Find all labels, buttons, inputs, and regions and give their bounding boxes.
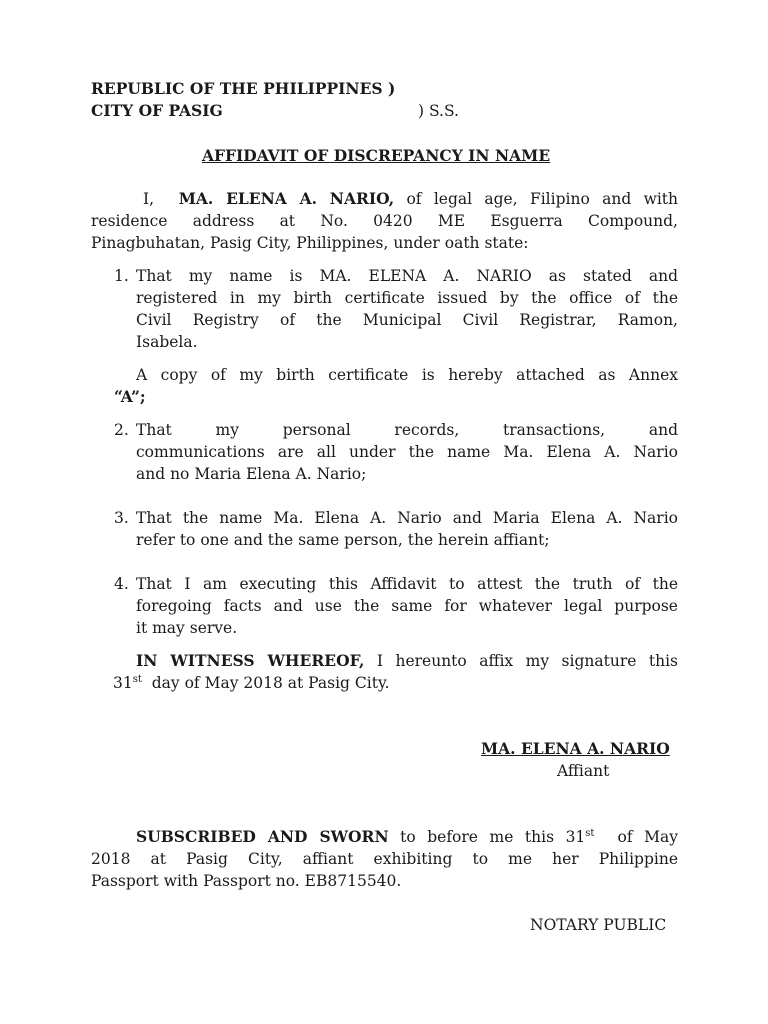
affiant-role: Affiant [557, 762, 610, 780]
item-1-line: Isabela. [136, 333, 198, 351]
item-1-line: Civil Registry of the Municipal Civil Registrar, Ramon, [136, 311, 678, 329]
jurat-line-2: 2018 at Pasig City, affiant exhibiting to me her Philippine [91, 850, 678, 868]
intro-line-2: residence address at No. 0420 ME Esguerra Compound, [91, 212, 678, 230]
item-4-line: foregoing facts and use the same for whatever legal purpose [136, 597, 678, 615]
intro-line-3: Pinagbuhatan, Pasig City, Philippines, under oath state: [91, 234, 529, 252]
item-1-line: registered in my birth certificate issued by the office of the [136, 289, 678, 307]
item-4-line: it may serve. [136, 619, 238, 637]
annex-line: A copy of my birth certificate is hereby attached as Annex [136, 366, 678, 384]
venue-city: CITY OF PASIG [91, 101, 223, 120]
item-2-line: and no Maria Elena A. Nario; [136, 465, 367, 483]
item-number: 2. [114, 421, 129, 439]
item-2-line: That my personal records, transactions, and [136, 421, 678, 439]
witness-line-1: IN WITNESS WHEREOF, I hereunto affix my signature this [136, 651, 678, 670]
jurat-line-3: Passport with Passport no. EB8715540. [91, 872, 402, 890]
document-title: AFFIDAVIT OF DISCREPANCY IN NAME [202, 146, 551, 165]
notary-public-label: NOTARY PUBLIC [530, 916, 667, 934]
item-1-line: That my name is MA. ELENA A. NARIO as stated and [136, 267, 678, 285]
venue-ss: ) S.S. [418, 102, 459, 120]
item-2-line: communications are all under the name Ma. Elena A. Nario [136, 443, 678, 461]
annex-label: “A”; [114, 387, 146, 406]
item-number: 4. [114, 575, 129, 593]
item-3-line: refer to one and the same person, the herein affiant; [136, 531, 550, 549]
item-4-line: That I am executing this Affidavit to attest the truth of the [136, 575, 678, 593]
item-number: 1. [114, 267, 129, 285]
intro-line-1: I, MA. ELENA A. NARIO, of legal age, Filipino and with [143, 189, 679, 208]
witness-line-2: 31st day of May 2018 at Pasig City. [113, 674, 390, 692]
jurat-line-1: SUBSCRIBED AND SWORN to before me this 31st of May [136, 827, 678, 846]
venue-republic: REPUBLIC OF THE PHILIPPINES ) [91, 79, 396, 98]
affiant-name: MA. ELENA A. NARIO [481, 739, 670, 758]
item-3-line: That the name Ma. Elena A. Nario and Maria Elena A. Nario [136, 509, 678, 527]
item-number: 3. [114, 509, 129, 527]
